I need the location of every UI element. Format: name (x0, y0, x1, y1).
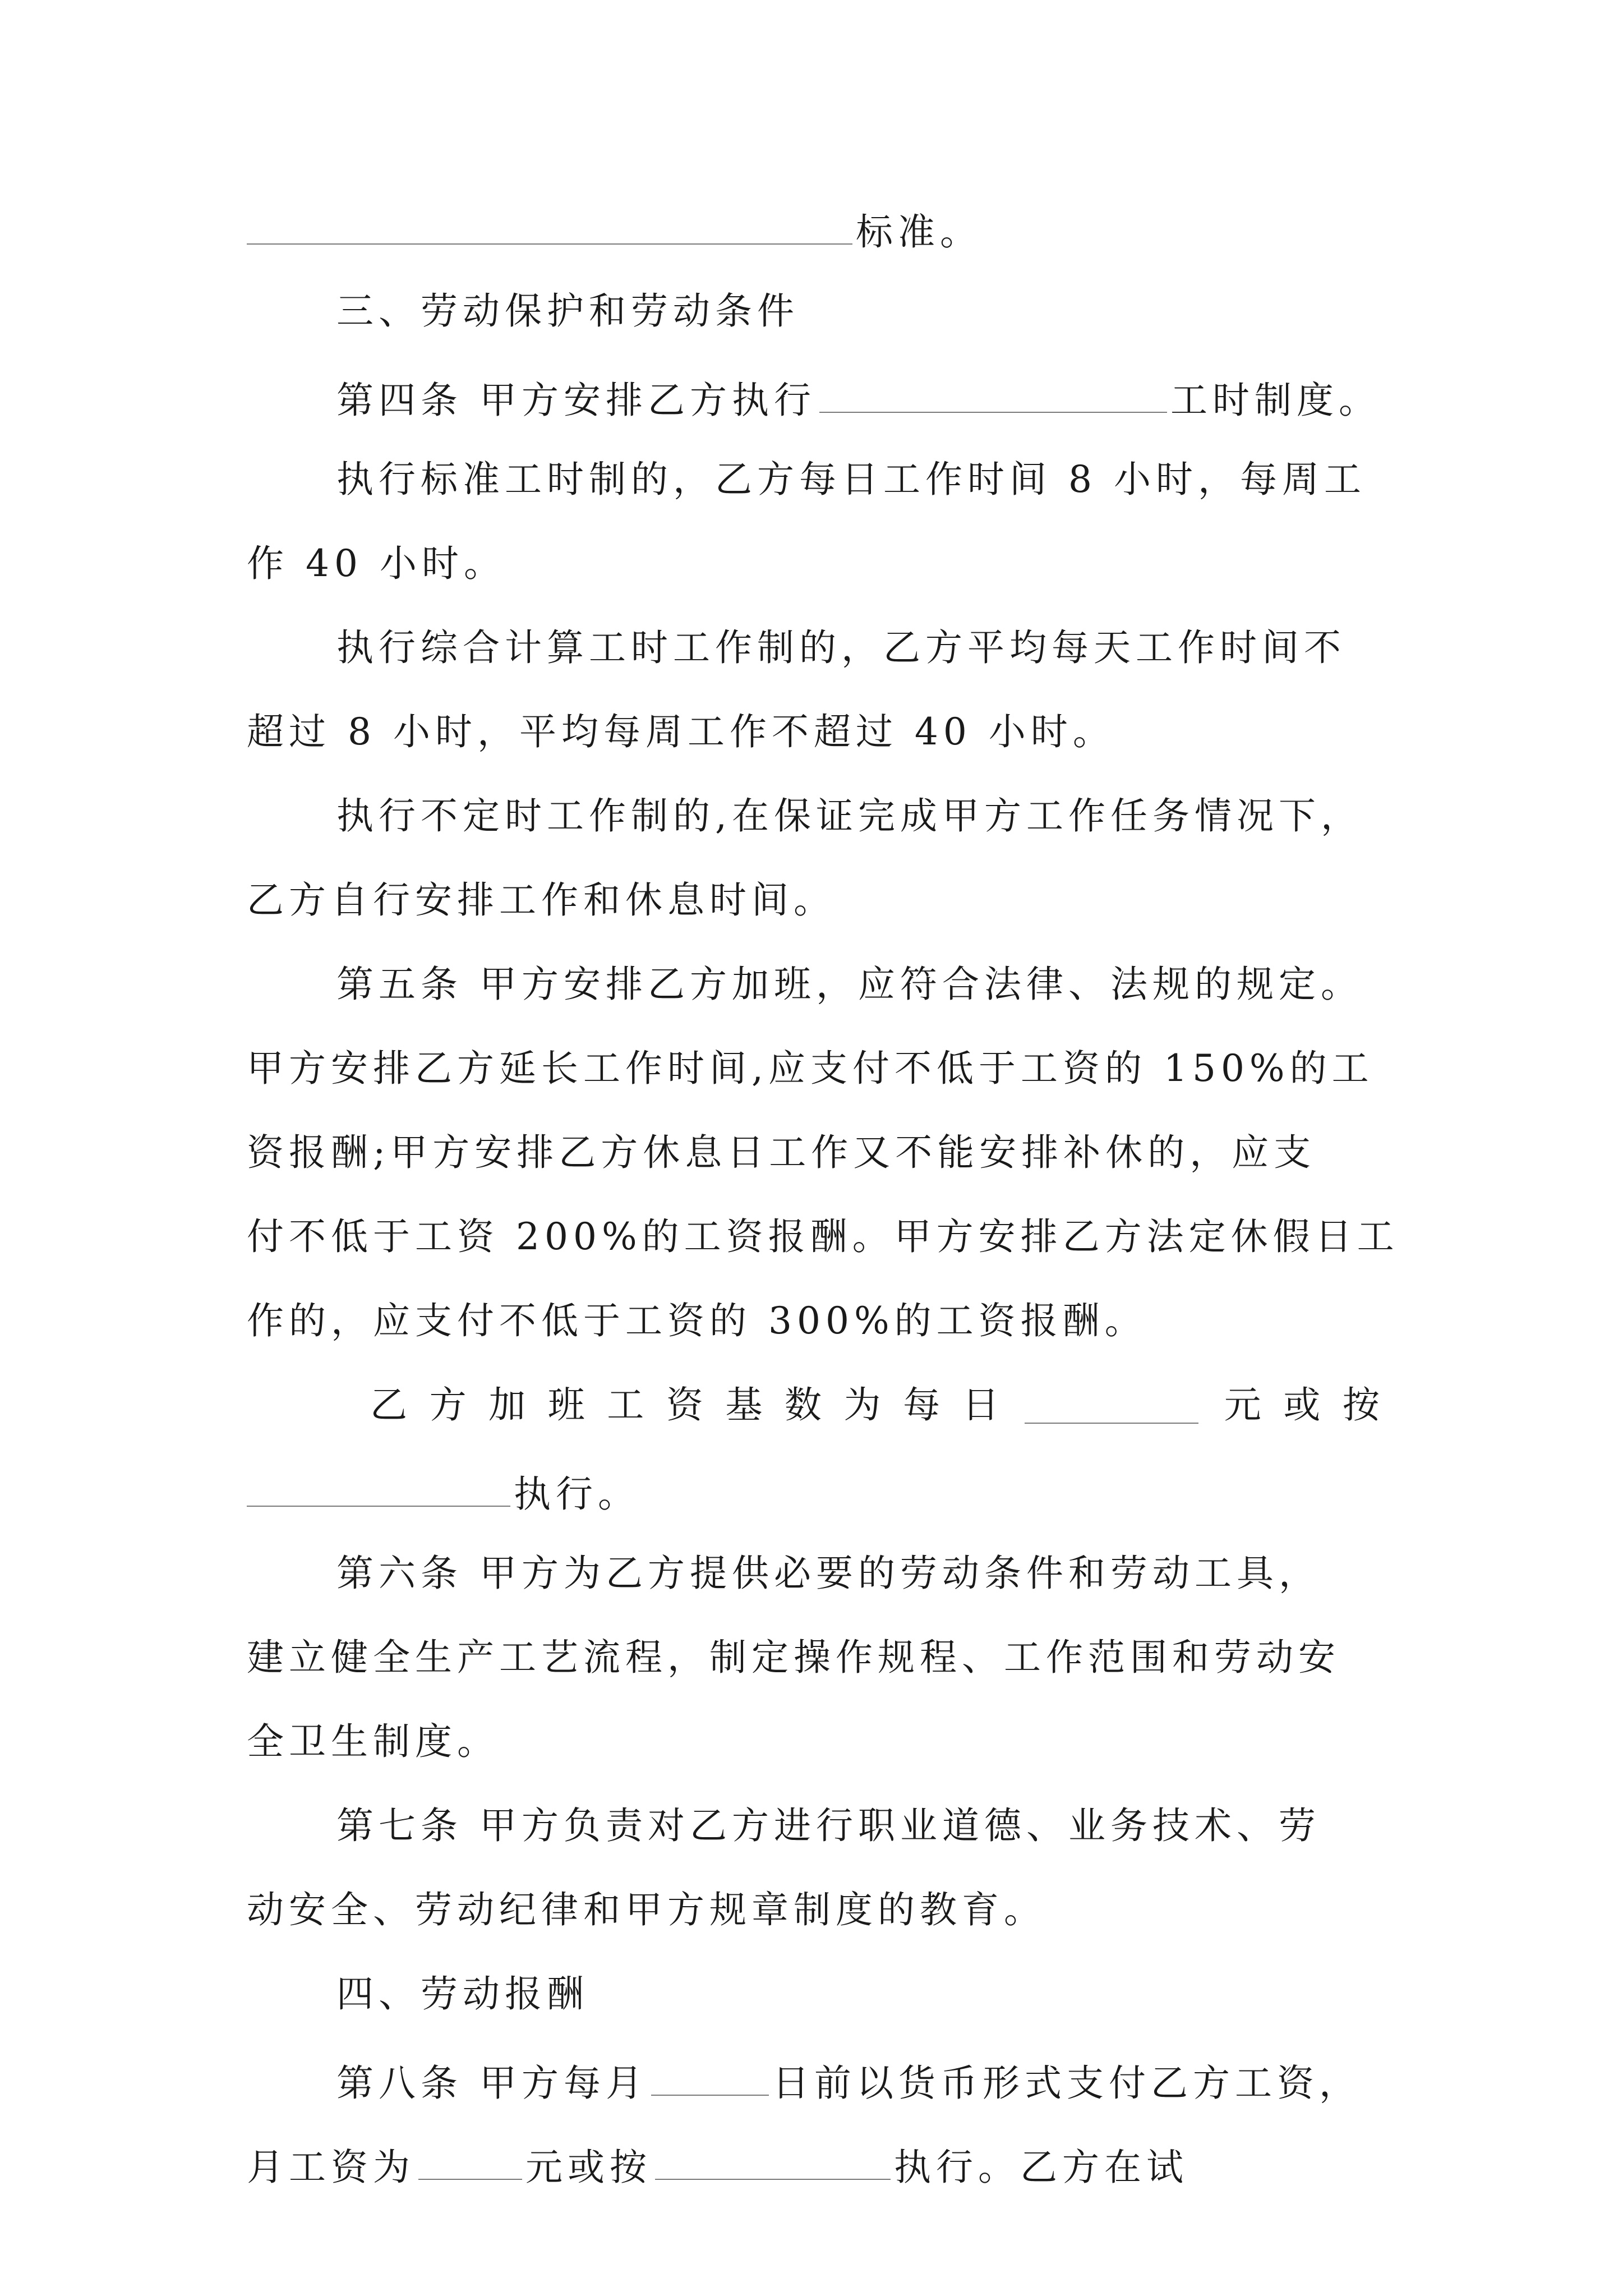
line-text: 标准。 (856, 210, 982, 254)
paragraph-line: 超过 8 小时，平均每周工作不超过 40 小时。 (247, 710, 1115, 753)
char: 班 (547, 1383, 585, 1427)
article-4 (336, 377, 1381, 422)
line-text: 第四条 甲方安排乙方执行 (336, 379, 816, 422)
char: 每 (903, 1383, 940, 1427)
char: 元 (1224, 1383, 1261, 1427)
char: 数 (784, 1383, 822, 1427)
paragraph-line: 执行综合计算工时工作制的，乙方平均每天工作时间不 (336, 626, 1346, 669)
line-text: 工时制度。 (1170, 379, 1381, 422)
line-standard (247, 209, 982, 254)
section-heading-3: 三、劳动保护和劳动条件 (336, 289, 799, 333)
paragraph-line: 资报酬;甲方安排乙方休息日工作又不能安排补休的，应支 (247, 1131, 1316, 1174)
char: 为 (843, 1383, 881, 1427)
fill-blank (1025, 1388, 1198, 1424)
paragraph-line: 作的，应支付不低于工资的 300%的工资报酬。 (247, 1299, 1147, 1342)
char: 方 (429, 1383, 467, 1427)
paragraph-line: 甲方安排乙方延长工作时间,应支付不低于工资的 150%的工 (247, 1047, 1374, 1090)
article-6: 第六条 甲方为乙方提供必要的劳动条件和劳动工具， (336, 1552, 1321, 1595)
paragraph-line: 建立健全生产工艺流程，制定操作规程、工作范围和劳动安 (247, 1636, 1340, 1679)
char: 日 (962, 1383, 999, 1427)
fill-blank (819, 377, 1167, 413)
paragraph-line: 执行标准工时制的，乙方每日工作时间 8 小时，每周工 (336, 458, 1366, 501)
fill-blank (651, 2060, 769, 2096)
line-text: 月工资为 (247, 2146, 415, 2189)
char: 按 (1342, 1383, 1380, 1427)
paragraph-line: 作 40 小时。 (247, 542, 506, 585)
char: 加 (488, 1383, 526, 1427)
paragraph-line (247, 1471, 640, 1516)
fill-blank (655, 2144, 891, 2180)
char: 或 (1283, 1383, 1321, 1427)
char: 乙 (370, 1383, 407, 1427)
line-text: 日前以货币形式支付乙方工资， (772, 2062, 1361, 2105)
fill-blank (418, 2144, 522, 2180)
char: 工 (607, 1383, 644, 1427)
article-7: 第七条 甲方负责对乙方进行职业道德、业务技术、劳 (336, 1804, 1321, 1847)
fill-blank (247, 209, 852, 245)
overtime-base-line (370, 1383, 1380, 1427)
char: 基 (725, 1383, 763, 1427)
line-text: 执行。乙方在试 (894, 2146, 1188, 2189)
char: 资 (666, 1383, 703, 1427)
line-text: 执行。 (514, 1473, 640, 1516)
article-8 (336, 2060, 1361, 2105)
fill-blank (247, 1471, 510, 1507)
line-text: 元或按 (525, 2146, 652, 2189)
paragraph-line: 动安全、劳动纪律和甲方规章制度的教育。 (247, 1888, 1046, 1931)
line-text: 第八条 甲方每月 (336, 2062, 648, 2105)
paragraph-line (247, 2144, 1188, 2189)
paragraph-line: 乙方自行安排工作和休息时间。 (247, 878, 836, 922)
article-5: 第五条 甲方安排乙方加班，应符合法律、法规的规定。 (336, 963, 1363, 1006)
section-heading-4: 四、劳动报酬 (336, 1972, 589, 2016)
paragraph-line: 付不低于工资 200%的工资报酬。甲方安排乙方法定休假日工 (247, 1215, 1399, 1258)
paragraph-line: 执行不定时工作制的,在保证完成甲方工作任务情况下， (336, 794, 1363, 838)
paragraph-line: 全卫生制度。 (247, 1720, 499, 1763)
